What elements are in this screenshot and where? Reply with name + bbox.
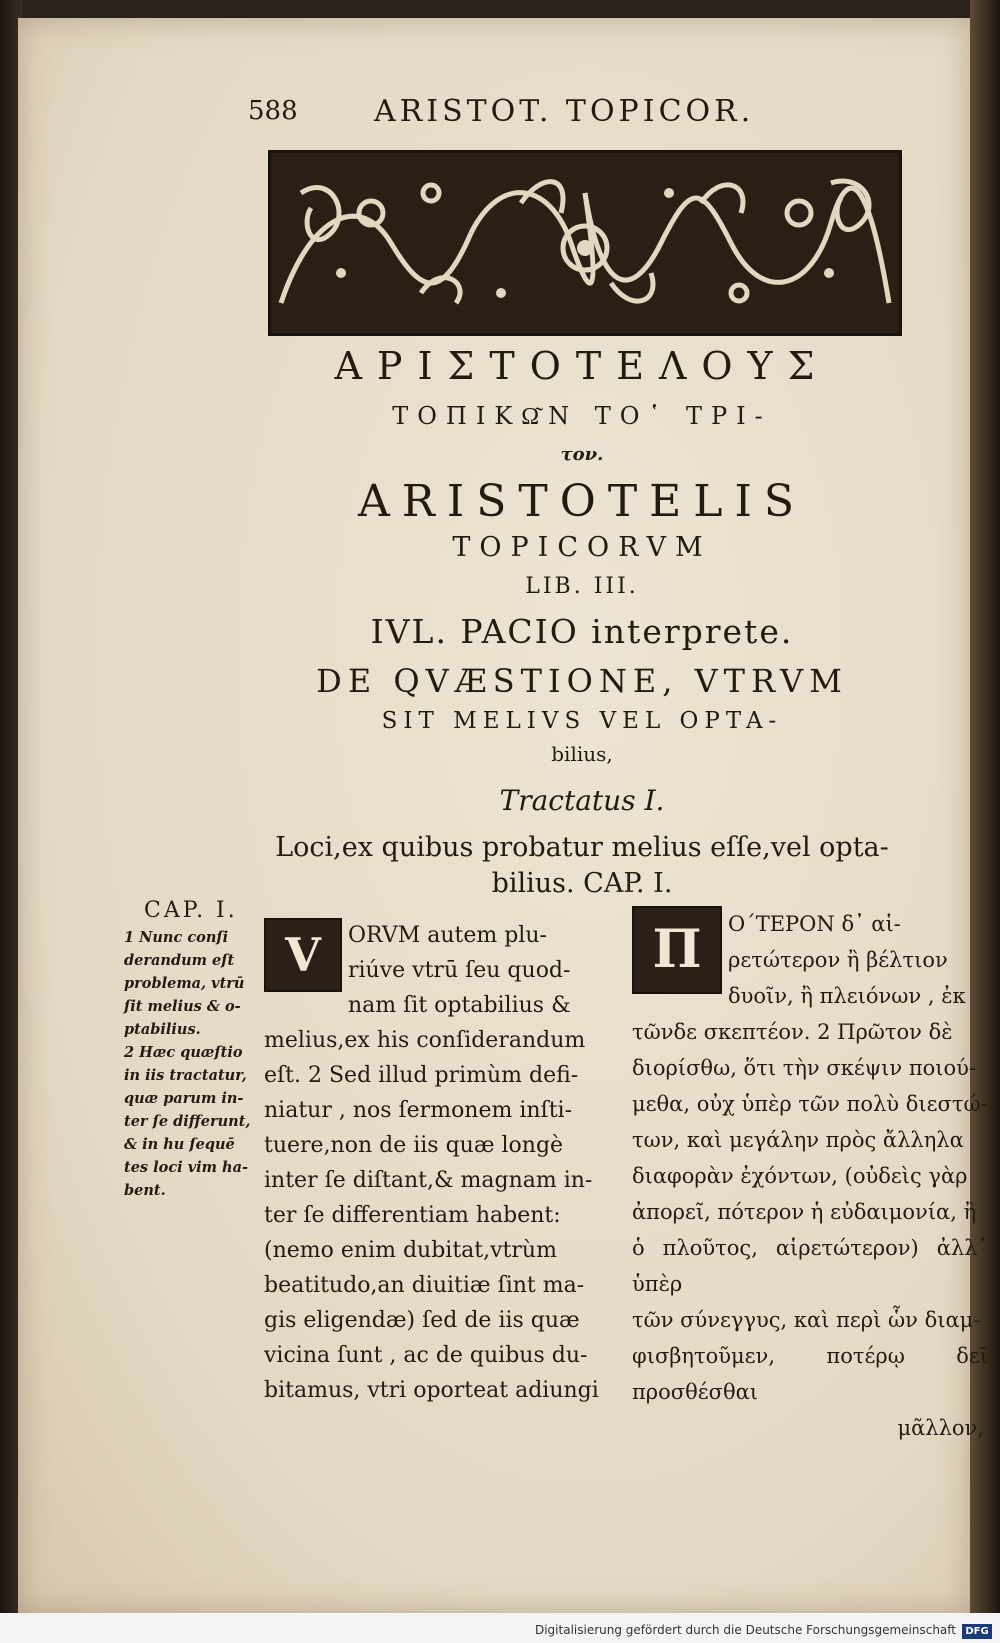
latin-text-line: (nemo enim dubitat,vtrùm <box>264 1238 557 1263</box>
margin-note-line: 2 Hæc quæſtio <box>124 1044 243 1061</box>
latin-text-line: vicina ſunt , ac de quibus du- <box>264 1343 588 1368</box>
book-page <box>18 18 988 1613</box>
margin-note-line: ptabilius. <box>124 1021 201 1038</box>
latin-text-line: bitamus, vtri oporteat adiungi <box>264 1378 599 1403</box>
margin-note-line: ter ſe differunt, <box>124 1113 251 1130</box>
latin-title-author: ARISTOTELIS <box>357 476 807 527</box>
margin-note-line: tes loci vim ha- <box>124 1159 248 1176</box>
margin-chapter-heading: CAP. I. <box>144 898 238 923</box>
latin-text-line: ORVM autem plu- <box>348 923 547 948</box>
greek-title-work: ΤΟΠΙΚΩ͂Ν ΤΟ῾ ΤΡΙ- <box>392 402 772 430</box>
running-head: ARISTOT. TOPICOR. <box>374 94 755 129</box>
greek-text-line: τῶνδε σκεπτέον. 2 Πρῶτον δὲ <box>632 1020 953 1044</box>
tractatus-heading: Tractatus I. <box>499 784 665 817</box>
latin-text-line: inter ſe diſtant,& magnam in- <box>264 1168 593 1193</box>
greek-text-column <box>632 906 988 1446</box>
latin-text-line: niatur , nos ſermonem inſti- <box>264 1098 573 1123</box>
greek-text-line: δυοῖν, ἢ πλειόνων , ἐκ <box>728 984 966 1008</box>
latin-text-line: melius,ex his conſiderandum <box>264 1028 586 1053</box>
decorated-initial-latin: V <box>264 918 342 992</box>
greek-text-line: φισβητοῦμεν, ποτέρῳ δεῖ προσθέσθαι <box>632 1344 988 1404</box>
dfg-logo-icon: DFG <box>962 1624 992 1639</box>
greek-text-line: τῶν σύνεγγυς, καὶ περὶ ὧν διαμ- <box>632 1308 981 1332</box>
latin-text-line: nam ſit optabilius & <box>348 993 571 1018</box>
digitization-footer <box>0 1613 1000 1643</box>
margin-note-line: quæ parum in- <box>124 1090 244 1107</box>
greek-title-author: ΑΡΙΣΤΟΤΕΛΟΥΣ <box>334 344 830 388</box>
page-number: 588 <box>248 96 298 126</box>
greek-text-line: μεθα, οὐχ ὑπὲρ τῶν πολὺ διεστώ- <box>632 1092 988 1116</box>
funding-credit: Digitalisierung gefördert durch die Deutsche Forschungsgemeinschaft <box>534 1623 956 1637</box>
margin-note-line: ſit melius & o- <box>124 998 241 1015</box>
margin-notes <box>124 926 254 1202</box>
decorated-initial-greek: Π <box>632 906 722 994</box>
greek-text-line: Ο΄ΤΕΡΟΝ δ᾽ αἱ- <box>728 912 901 936</box>
woodcut-headpiece-ornament <box>268 150 902 336</box>
chapter-summary-line-1: Loci,ex quibus probatur melius eſſe,vel opta- <box>275 832 889 863</box>
latin-text-line: ter ſe differentiam habent: <box>264 1203 561 1228</box>
margin-note-line: & in hu ſequē <box>124 1136 235 1153</box>
greek-text-line: των, καὶ μεγάλην πρὸς ἄλληλα <box>632 1128 964 1152</box>
greek-text-line: ἀπορεῖ, πότερον ἡ εὐδαιμονία, ἢ <box>632 1200 977 1224</box>
chapter-summary-line-2: bilius. CAP. I. <box>491 868 673 899</box>
margin-note-line: 1 Nunc conſi <box>124 929 229 946</box>
margin-note-line: bent. <box>124 1182 166 1199</box>
margin-note-line: derandum eſt <box>124 952 235 969</box>
floral-ornament-icon <box>271 153 899 333</box>
latin-text-line: eſt. 2 Sed illud primùm defi- <box>264 1063 579 1088</box>
greek-title-continuation: τον. <box>560 444 604 465</box>
section-heading-line-2: SIT MELIVS VEL OPTA- <box>381 708 783 734</box>
margin-note-line: in iis tractatur, <box>124 1067 247 1084</box>
section-heading-line-3: bilius, <box>551 742 613 766</box>
latin-title-work: TOPICORVM <box>452 532 712 563</box>
greek-text-line: διαφορὰν ἐχόντων, (οὐδεὶς γὰρ <box>632 1164 968 1188</box>
latin-text-line: riúve vtrū ſeu quod- <box>348 958 571 983</box>
greek-text-line: ρετώτερον ἢ βέλτιον <box>728 948 948 972</box>
section-heading-line-1: DE QVÆSTIONE, VTRVM <box>316 662 848 700</box>
latin-text-column <box>264 918 602 1408</box>
latin-text-line: tuere,non de iis quæ longè <box>264 1133 564 1158</box>
translator-line: IVL. PACIO interprete. <box>370 612 794 651</box>
latin-text-line: beatitudo,an diuitiæ ſint ma- <box>264 1273 585 1298</box>
latin-text-line: gis eligendæ) ſed de iis quæ <box>264 1308 580 1333</box>
book-number: LIB. III. <box>525 574 639 599</box>
margin-note-line: problema, vtrū <box>124 975 245 992</box>
greek-text-line: διορίσθω, ὅτι τὴν σκέψιν ποιού- <box>632 1056 977 1080</box>
greek-text-line: ὁ πλοῦτος, αἱρετώτερον) ἀλλ᾽ ὑπὲρ <box>632 1236 988 1296</box>
catchword: μᾶλλον, <box>897 1416 984 1440</box>
